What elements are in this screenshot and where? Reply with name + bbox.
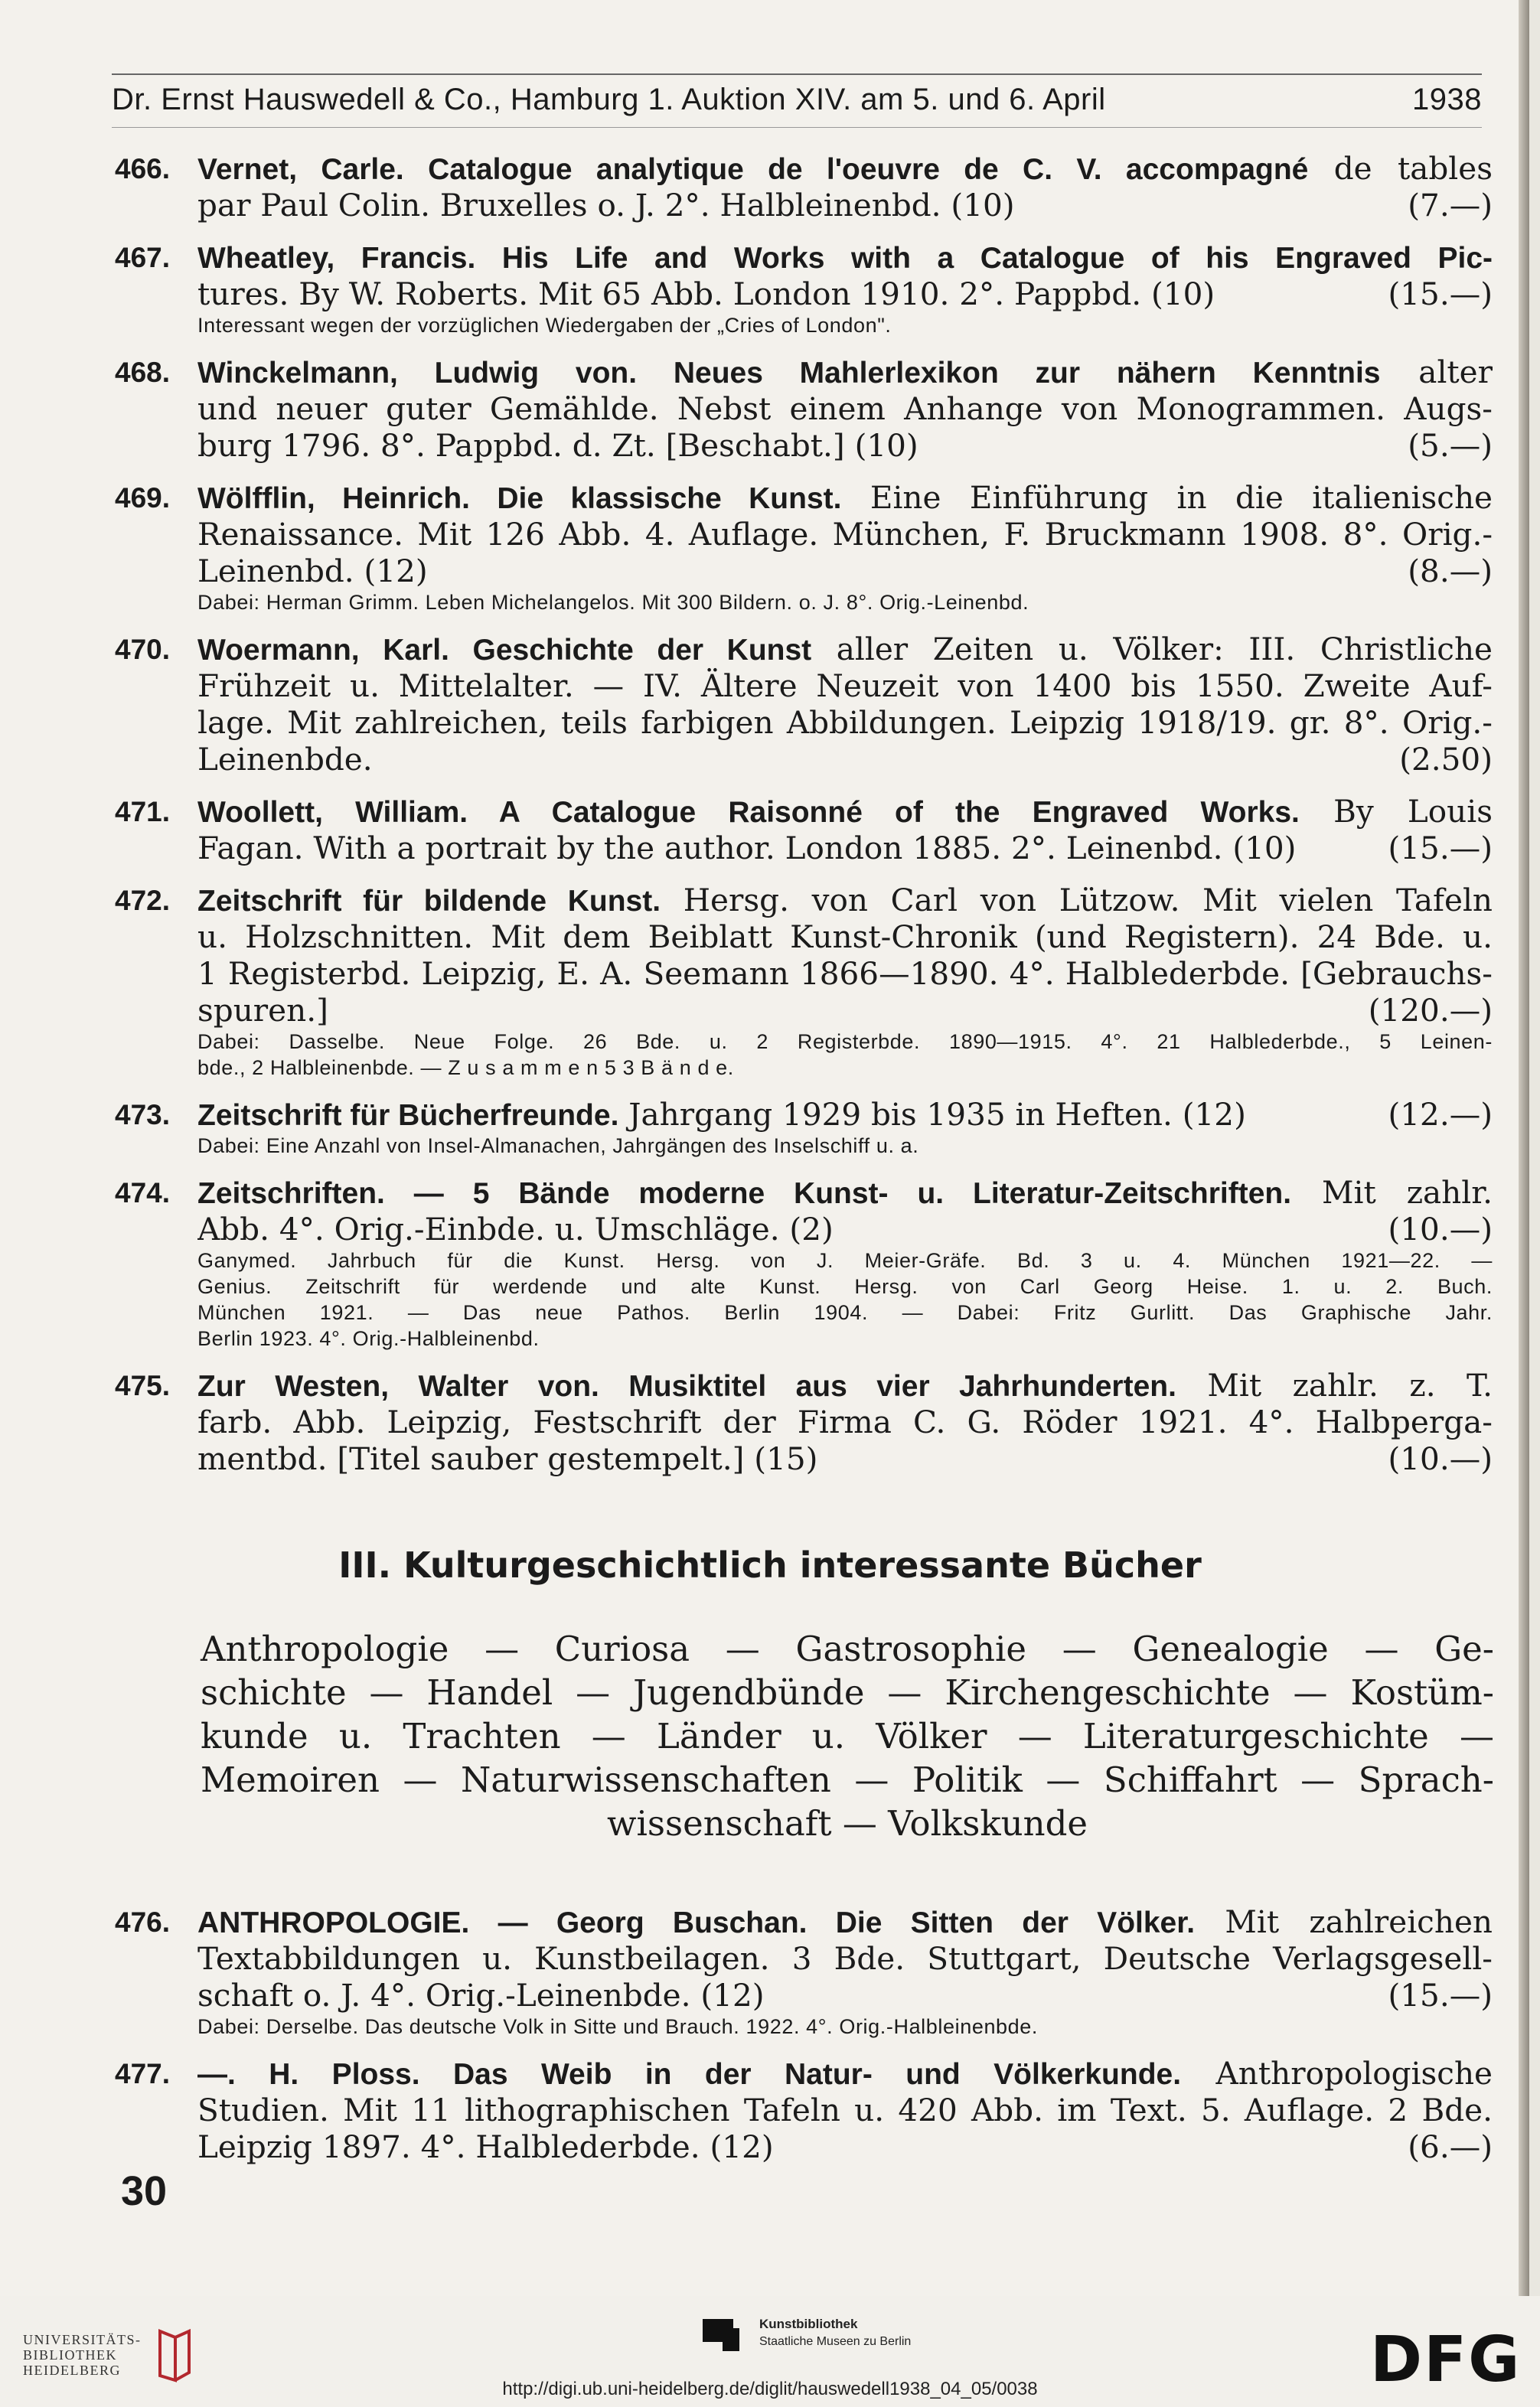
entry-note: bde., 2 Halbleinenbde. — Z u s a m m e n 5 3 B ä n d e.	[197, 1056, 734, 1079]
entry-line	[197, 631, 1493, 667]
entry-note: Ganymed. Jahrbuch für die Kunst. Hersg. von J. Meier-Gräfe. Bd. 3 u. 4. München 1921—22. —	[197, 1249, 1493, 1272]
entry-line	[197, 2055, 1493, 2092]
entry-line	[197, 1404, 1493, 1440]
entry-body: aller Zeiten u. Völker: III. Christliche	[811, 631, 1493, 667]
topics-line: Anthropologie — Curiosa — Gastrosophie — Genealogie — Ge-	[201, 1629, 1494, 1669]
entry-text	[197, 553, 428, 589]
kunstbibliothek-logo[interactable]	[703, 2311, 911, 2354]
entry-line	[197, 553, 1493, 589]
lot-number: 467.	[115, 242, 171, 273]
catalogue-entry	[115, 354, 1493, 464]
estimate-price: (5.—)	[1408, 427, 1493, 464]
page-edge	[1519, 0, 1529, 2296]
entry-line	[197, 793, 1493, 830]
entry-lead: —. H. Ploss. Das Weib in der Natur- und Völkerkunde.	[197, 2058, 1182, 2091]
header-rule	[112, 127, 1482, 128]
entry-body: Renaissance. Mit 126 Abb. 4. Auflage. München, F. Bruckmann 1908. 8°. Orig.-	[197, 516, 1493, 553]
lot-number: 471.	[115, 796, 171, 827]
entry-line	[197, 427, 1493, 464]
lot-number: 472.	[115, 885, 171, 916]
estimate-price: (10.—)	[1388, 1440, 1493, 1477]
section-topics	[201, 1627, 1494, 1845]
entry-line	[197, 830, 1493, 866]
lot-number: 474.	[115, 1177, 171, 1208]
estimate-price: (10.—)	[1388, 1211, 1493, 1248]
topics-line: kunde u. Trachten — Länder u. Völker — Literaturgeschichte —	[201, 1716, 1494, 1756]
entry-lead: Wheatley, Francis. His Life and Works with a Catalogue of his Engraved Pic-	[197, 242, 1493, 275]
entry-body: Textabbildungen u. Kunstbeilagen. 3 Bde. Stuttgart, Deutsche Verlagsgesell-	[197, 1940, 1493, 1977]
uni-line: BIBLIOTHEK	[23, 2347, 117, 2363]
entry-body: Mit zahlr. z. T.	[1176, 1367, 1493, 1404]
entry-lead: Zur Westen, Walter von. Musiktitel aus vier Jahrhunderten.	[197, 1370, 1176, 1403]
kb-sub: Staatliche Museen zu Berlin	[759, 2334, 912, 2348]
topics-line: schichte — Handel — Jugendbünde — Kirchengeschichte — Kostüm-	[201, 1672, 1494, 1713]
entry-body: burg 1796. 8°. Pappbd. d. Zt. [Beschabt.] (10)	[197, 427, 918, 464]
entry-line	[197, 354, 1493, 390]
entry-body: Mit zahlreichen	[1195, 1903, 1493, 1940]
entry-line	[197, 1440, 1493, 1477]
entry-line	[197, 390, 1493, 427]
catalogue-entry	[115, 1367, 1493, 1477]
entry-text	[197, 2128, 774, 2165]
entries-list-2	[115, 1903, 1493, 2180]
entry-text	[197, 830, 1296, 866]
catalogue-entry	[115, 2055, 1493, 2165]
entry-note: Dabei: Eine Anzahl von Insel-Almanachen, Jahrgängen des Inselschiff u. a.	[197, 1134, 919, 1157]
entry-lead: Wölfflin, Heinrich. Die klassische Kunst.	[197, 482, 842, 515]
entry-body: Hersg. von Carl von Lützow. Mit vielen Tafeln	[661, 882, 1493, 918]
estimate-price: (15.—)	[1388, 830, 1493, 866]
entry-body: Leinenbde.	[197, 741, 373, 778]
entry-lead: Vernet, Carle. Catalogue analytique de l'oeuvre de C. V. accompagné	[197, 153, 1309, 186]
entry-body: farb. Abb. Leipzig, Festschrift der Firma C. G. Röder 1921. 4°. Halbperga-	[197, 1404, 1493, 1440]
entry-body: alter	[1380, 354, 1493, 390]
catalogue-entry	[115, 150, 1493, 223]
catalogue-entry	[115, 1096, 1493, 1159]
entry-line	[197, 1211, 1493, 1248]
estimate-price: (2.50)	[1399, 741, 1493, 778]
running-header	[112, 73, 1482, 117]
entry-body: de tables	[1308, 150, 1493, 187]
entry-line	[197, 1367, 1493, 1404]
entry-note: Dabei: Herman Grimm. Leben Michelangelos. Mit 300 Bildern. o. J. 8°. Orig.-Leinenbd.	[197, 591, 1029, 614]
entry-line	[197, 1903, 1493, 1940]
catalogue-entry	[115, 631, 1493, 778]
entry-line	[197, 239, 1493, 276]
lot-number: 473.	[115, 1099, 171, 1130]
estimate-price: (8.—)	[1408, 553, 1493, 589]
catalogue-entry	[115, 239, 1493, 338]
catalogue-entry	[115, 479, 1493, 615]
entry-text	[197, 1977, 765, 2014]
catalogue-entry	[115, 1174, 1493, 1352]
estimate-price: (15.—)	[1388, 1977, 1493, 2014]
kb-title: Kunstbibliothek	[759, 2316, 858, 2331]
catalogue-entry	[115, 793, 1493, 866]
uni-heidelberg-logo[interactable]	[23, 2327, 195, 2383]
entry-text	[197, 276, 1215, 312]
catalogue-entry	[115, 882, 1493, 1081]
lot-number: 468.	[115, 357, 171, 388]
entry-text	[197, 427, 918, 464]
lot-number: 470.	[115, 634, 171, 665]
entry-line	[197, 882, 1493, 918]
entry-note: Dabei: Dasselbe. Neue Folge. 26 Bde. u. 2 Registerbde. 1890—1915. 4°. 21 Halblederbde., 5 Leinen-	[197, 1030, 1493, 1053]
entry-line	[197, 479, 1493, 516]
entry-body: lage. Mit zahlreichen, teils farbigen Abbildungen. Leipzig 1918/19. gr. 8°. Orig.-	[197, 704, 1493, 741]
entry-line	[197, 741, 1493, 778]
entry-line	[197, 667, 1493, 704]
header-text: Dr. Ernst Hauswedell & Co., Hamburg 1. Auktion XIV. am 5. und 6. April	[112, 83, 1106, 116]
entry-lead: ANTHROPOLOGIE. — Georg Buschan. Die Sitten der Völker.	[197, 1906, 1196, 1939]
entry-body: Frühzeit u. Mittelalter. — IV. Ältere Neuzeit von 1400 bis 1550. Zweite Auf-	[197, 667, 1493, 704]
kunstbibliothek-mark-icon	[703, 2311, 749, 2354]
entry-lead: Zeitschriften. — 5 Bände moderne Kunst- u. Literatur-Zeitschriften.	[197, 1177, 1292, 1210]
uni-logo-text	[23, 2332, 142, 2378]
entry-body: u. Holzschnitten. Mit dem Beiblatt Kunst-Chronik (und Registern). 24 Bde. u.	[197, 918, 1493, 955]
entry-body: schaft o. J. 4°. Orig.-Leinenbde. (12)	[197, 1977, 765, 2014]
uni-mark-icon	[154, 2327, 195, 2383]
entry-note: Berlin 1923. 4°. Orig.-Halbleinenbd.	[197, 1327, 540, 1350]
entry-note: Interessant wegen der vorzüglichen Wiedergaben der „Cries of London".	[197, 314, 892, 337]
entry-note: Genius. Zeitschrift für werdende und alte Kunst. Hersg. von Carl Georg Heise. 1. u. 2. Buch.	[197, 1275, 1493, 1298]
entry-text	[197, 992, 328, 1029]
entry-line	[197, 516, 1493, 553]
entry-body: Leipzig 1897. 4°. Halblederbde. (12)	[197, 2128, 774, 2165]
lot-number: 477.	[115, 2058, 171, 2089]
lot-number: 469.	[115, 482, 171, 514]
entry-body: Jahrgang 1929 bis 1935 in Heften. (12)	[618, 1096, 1246, 1133]
source-url[interactable]: http://digi.ub.uni-heidelberg.de/diglit/hauswedell1938_04_05/0038	[502, 2379, 1038, 2399]
header-year: 1938	[1412, 83, 1482, 116]
entry-line	[197, 2092, 1493, 2128]
topics-line: Memoiren — Naturwissenschaften — Politik — Schiffahrt — Sprach-	[201, 1760, 1494, 1800]
entry-lead: Zeitschrift für bildende Kunst.	[197, 885, 661, 918]
entry-line	[197, 955, 1493, 992]
entry-lead: Winckelmann, Ludwig von. Neues Mahlerlexikon zur nähern Kenntnis	[197, 357, 1381, 390]
entry-line	[197, 704, 1493, 741]
catalogue-entry	[115, 1903, 1493, 2040]
entry-line	[197, 2128, 1493, 2165]
entries-list	[115, 150, 1493, 1492]
entry-body: par Paul Colin. Bruxelles o. J. 2°. Halbleinenbd. (10)	[197, 187, 1015, 223]
entry-body: Anthropologische	[1181, 2055, 1493, 2092]
entry-body: 1 Registerbd. Leipzig, E. A. Seemann 1866—1890. 4°. Halblederbde. [Gebrauchs-	[197, 955, 1493, 992]
page-number: 30	[121, 2168, 168, 2214]
entry-line	[197, 1977, 1493, 2014]
lot-number: 466.	[115, 153, 171, 184]
entry-text	[197, 741, 373, 778]
lot-number: 476.	[115, 1906, 171, 1938]
entry-body: Fagan. With a portrait by the author. London 1885. 2°. Leinenbd. (10)	[197, 830, 1297, 866]
lot-number: 475.	[115, 1370, 171, 1401]
entry-line	[197, 150, 1493, 187]
estimate-price: (120.—)	[1368, 992, 1493, 1029]
entry-text	[197, 1211, 834, 1248]
entry-body: By Louis	[1299, 793, 1493, 830]
entry-note: München 1921. — Das neue Pathos. Berlin 1904. — Dabei: Fritz Gurlitt. Das Graphische Jahr.	[197, 1301, 1493, 1324]
entry-line	[197, 276, 1493, 312]
entry-text	[197, 1096, 1246, 1133]
entry-line	[197, 187, 1493, 223]
entry-body: mentbd. [Titel sauber gestempelt.] (15)	[197, 1440, 818, 1477]
section-title: III. Kulturgeschichtlich interessante Bücher	[338, 1544, 1202, 1586]
entry-line	[197, 1174, 1493, 1211]
entry-lead: Zeitschrift für Bücherfreunde.	[197, 1099, 619, 1132]
entry-note: Dabei: Derselbe. Das deutsche Volk in Sitte und Brauch. 1922. 4°. Orig.-Halbleinenbde.	[197, 2015, 1039, 2038]
entry-line	[197, 1940, 1493, 1977]
entry-lead: Woollett, William. A Catalogue Raisonné of the Engraved Works.	[197, 796, 1300, 829]
entry-body: spuren.]	[197, 992, 328, 1029]
entry-body: Leinenbd. (12)	[197, 553, 428, 589]
estimate-price: (12.—)	[1388, 1096, 1493, 1133]
entry-body: Studien. Mit 11 lithographischen Tafeln u. 420 Abb. im Text. 5. Auflage. 2 Bde.	[197, 2092, 1493, 2128]
entry-body: Mit zahlr.	[1291, 1174, 1493, 1211]
estimate-price: (15.—)	[1388, 276, 1493, 312]
entry-body: Abb. 4°. Orig.-Einbde. u. Umschläge. (2)	[197, 1211, 834, 1248]
uni-line: UNIVERSITÄTS-	[23, 2332, 142, 2347]
dfg-logo[interactable]: DFG	[1370, 2324, 1522, 2396]
entry-line	[197, 918, 1493, 955]
entry-line	[197, 1096, 1493, 1133]
entry-body: Eine Einführung in die italienische	[841, 479, 1493, 516]
entry-lead: Woermann, Karl. Geschichte der Kunst	[197, 634, 812, 667]
kb-text	[759, 2316, 911, 2350]
topics-line: wissenschaft — Volkskunde	[606, 1803, 1088, 1844]
entry-body: tures. By W. Roberts. Mit 65 Abb. London 1910. 2°. Pappbd. (10)	[197, 276, 1215, 312]
entry-text	[197, 187, 1015, 223]
entry-line	[197, 992, 1493, 1029]
estimate-price: (7.—)	[1408, 187, 1493, 223]
estimate-price: (6.—)	[1408, 2128, 1493, 2165]
uni-line: HEIDELBERG	[23, 2363, 121, 2378]
entry-body: und neuer guter Gemählde. Nebst einem Anhange von Monogrammen. Augs-	[197, 390, 1493, 427]
entry-text	[197, 1440, 817, 1477]
